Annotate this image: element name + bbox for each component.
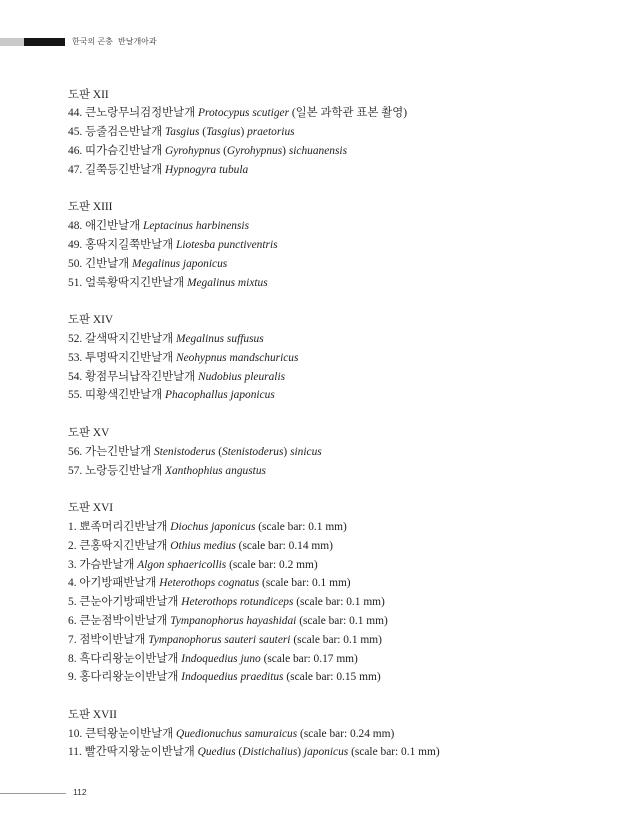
scientific-name: Stenistoderus (Stenistoderus) sinicus — [154, 445, 322, 458]
entry-note: (scale bar: 0.24 mm) — [300, 727, 395, 740]
plate-entry — [68, 556, 608, 575]
plate-entry — [68, 142, 608, 161]
entry-number: 52. — [68, 332, 83, 345]
plate-entry — [68, 725, 608, 744]
scientific-name: Indoquedius praeditus — [181, 671, 284, 684]
korean-name: 길쭉등긴반날개 — [85, 163, 163, 176]
entry-number: 57. — [68, 464, 83, 477]
scientific-name: Tympanophorus sauteri sauteri — [148, 633, 291, 646]
scientific-name: Heterothops cognatus — [159, 577, 260, 590]
plate-section — [68, 706, 608, 762]
scientific-name: Neohypnus mandschuricus — [176, 351, 299, 364]
entry-number: 6. — [68, 614, 77, 627]
entry-number: 4. — [68, 577, 77, 590]
entry-number: 54. — [68, 370, 83, 383]
plate-entry — [68, 650, 608, 669]
entry-number: 7. — [68, 633, 77, 646]
entry-note: (scale bar: 0.15 mm) — [286, 671, 381, 684]
plate-title: 도판 XII — [68, 88, 109, 101]
korean-name: 갈색딱지긴반날개 — [85, 332, 174, 345]
scientific-name: Quedius (Distichalius) japonicus — [197, 746, 349, 759]
scientific-name: Leptacinus harbinensis — [143, 220, 249, 233]
scientific-name: Diochus japonicus — [170, 520, 256, 533]
plate-entry — [68, 236, 608, 255]
scientific-name: Gyrohypnus (Gyrohypnus) sichuanensis — [165, 144, 348, 157]
entry-note: (scale bar: 0.1 mm) — [296, 596, 385, 609]
korean-name: 큰눈점박이반날개 — [79, 614, 168, 627]
plate-section — [68, 499, 608, 687]
entry-number: 11. — [68, 746, 82, 759]
entry-number: 10. — [68, 727, 83, 740]
plate-entry — [68, 123, 608, 142]
korean-name: 가는긴반날개 — [85, 445, 152, 458]
plate-section — [68, 198, 608, 292]
korean-name: 큰노랑무늬검정반날개 — [85, 107, 196, 120]
entry-note: (scale bar: 0.1 mm) — [293, 633, 382, 646]
korean-name: 큰홍딱지긴반날개 — [79, 539, 168, 552]
plate-title: 도판 XIII — [68, 201, 113, 214]
header-gray-bar — [0, 38, 24, 46]
korean-name: 띠황색긴반날개 — [85, 389, 163, 402]
korean-name: 아기방패반날개 — [79, 577, 157, 590]
entry-note: (scale bar: 0.14 mm) — [238, 539, 333, 552]
korean-name: 홍딱지길쭉반날개 — [85, 238, 174, 251]
korean-name: 빨간딱지왕눈이반날개 — [84, 746, 195, 759]
plate-entry — [68, 631, 608, 650]
plate-entry — [68, 537, 608, 556]
korean-name: 긴반날개 — [85, 257, 130, 270]
scientific-name: Tasgius (Tasgius) praetorius — [165, 126, 295, 139]
korean-name: 홍다리왕눈이반날개 — [79, 671, 179, 684]
scientific-name: Algon sphaericollis — [137, 558, 227, 571]
entry-number: 50. — [68, 257, 83, 270]
korean-name: 노랑등긴반날개 — [85, 464, 163, 477]
korean-name: 띠가슴긴반날개 — [85, 144, 163, 157]
entry-number: 3. — [68, 558, 77, 571]
entry-note: (scale bar: 0.1 mm) — [262, 577, 351, 590]
plate-entry — [68, 255, 608, 274]
scientific-name: Protocypus scutiger — [198, 107, 290, 120]
plate-entry — [68, 593, 608, 612]
plate-entry — [68, 349, 608, 368]
entry-number: 5. — [68, 596, 77, 609]
entry-note: (scale bar: 0.1 mm) — [351, 746, 440, 759]
entry-number: 44. — [68, 107, 83, 120]
plate-title: 도판 XVI — [68, 502, 114, 515]
korean-name: 투명딱지긴반날개 — [85, 351, 174, 364]
entry-number: 51. — [68, 276, 83, 289]
scientific-name: Nudobius pleuralis — [198, 370, 286, 383]
scientific-name: Indoquedius juno — [181, 652, 261, 665]
header-chapter-title: 반날개아과 — [118, 37, 157, 46]
entry-number: 53. — [68, 351, 83, 364]
plate-section — [68, 311, 608, 405]
plate-entry — [68, 104, 608, 123]
plate-entry — [68, 612, 608, 631]
plate-entry — [68, 217, 608, 236]
entry-number: 2. — [68, 539, 77, 552]
plate-section — [68, 424, 608, 480]
plate-entry — [68, 274, 608, 293]
scientific-name: Tympanophorus hayashidai — [170, 614, 297, 627]
scientific-name: Phacophallus japonicus — [165, 389, 275, 402]
page-number: 112 — [73, 787, 87, 797]
korean-name: 가슴반날개 — [79, 558, 135, 571]
footer-rule — [0, 793, 66, 794]
korean-name: 큰눈아기방패반날개 — [79, 596, 179, 609]
entry-note: (scale bar: 0.2 mm) — [229, 558, 318, 571]
korean-name: 황점무늬납작긴반날개 — [85, 370, 196, 383]
scientific-name: Hypnogyra tubula — [165, 163, 249, 176]
scientific-name: Megalinus japonicus — [131, 257, 228, 270]
plate-entry — [68, 462, 608, 481]
header-black-bar — [24, 38, 65, 46]
korean-name: 큰턱왕눈이반날개 — [85, 727, 174, 740]
plate-entry — [68, 443, 608, 462]
scientific-name: Megalinus mixtus — [187, 276, 268, 289]
plate-entry — [68, 743, 608, 762]
plate-entry — [68, 518, 608, 537]
entry-number: 46. — [68, 144, 83, 157]
korean-name: 점박이반날개 — [79, 633, 146, 646]
entry-number: 47. — [68, 163, 83, 176]
entry-note: (scale bar: 0.1 mm) — [299, 614, 388, 627]
entry-note: (scale bar: 0.17 mm) — [263, 652, 358, 665]
scientific-name: Othius medius — [170, 539, 236, 552]
korean-name: 등줄검은반날개 — [85, 126, 163, 139]
plate-section — [68, 86, 608, 180]
entry-number: 8. — [68, 652, 77, 665]
korean-name: 뾰족머리긴반날개 — [79, 520, 168, 533]
plate-entry — [68, 368, 608, 387]
entry-number: 9. — [68, 671, 77, 684]
plate-title: 도판 XIV — [68, 314, 114, 327]
korean-name: 흑다리왕눈이반날개 — [79, 652, 179, 665]
entry-number: 48. — [68, 220, 83, 233]
scientific-name: Xanthophius angustus — [165, 464, 266, 477]
plate-entry — [68, 330, 608, 349]
entry-number: 56. — [68, 445, 83, 458]
plate-entry — [68, 161, 608, 180]
korean-name: 얼룩황딱지긴반날개 — [85, 276, 185, 289]
entry-note: (scale bar: 0.1 mm) — [258, 520, 347, 533]
entry-note: (일본 과학관 표본 촬영) — [291, 107, 408, 120]
plate-entry — [68, 386, 608, 405]
scientific-name: Heterothops rotundiceps — [181, 596, 294, 609]
plate-entry — [68, 668, 608, 687]
scientific-name: Megalinus suffusus — [176, 332, 264, 345]
entry-number: 1. — [68, 520, 77, 533]
korean-name: 애긴반날개 — [85, 220, 141, 233]
entry-number: 49. — [68, 238, 83, 251]
scientific-name: Liotesba punctiventris — [176, 238, 278, 251]
plate-entry — [68, 574, 608, 593]
plate-caption-list — [68, 86, 608, 781]
plate-title: 도판 XVII — [68, 708, 117, 721]
entry-number: 45. — [68, 126, 83, 139]
plate-title: 도판 XV — [68, 426, 110, 439]
scientific-name: Quedionuchus samuraicus — [176, 727, 298, 740]
header-book-title: 한국의 곤충 — [72, 37, 113, 46]
entry-number: 55. — [68, 389, 83, 402]
